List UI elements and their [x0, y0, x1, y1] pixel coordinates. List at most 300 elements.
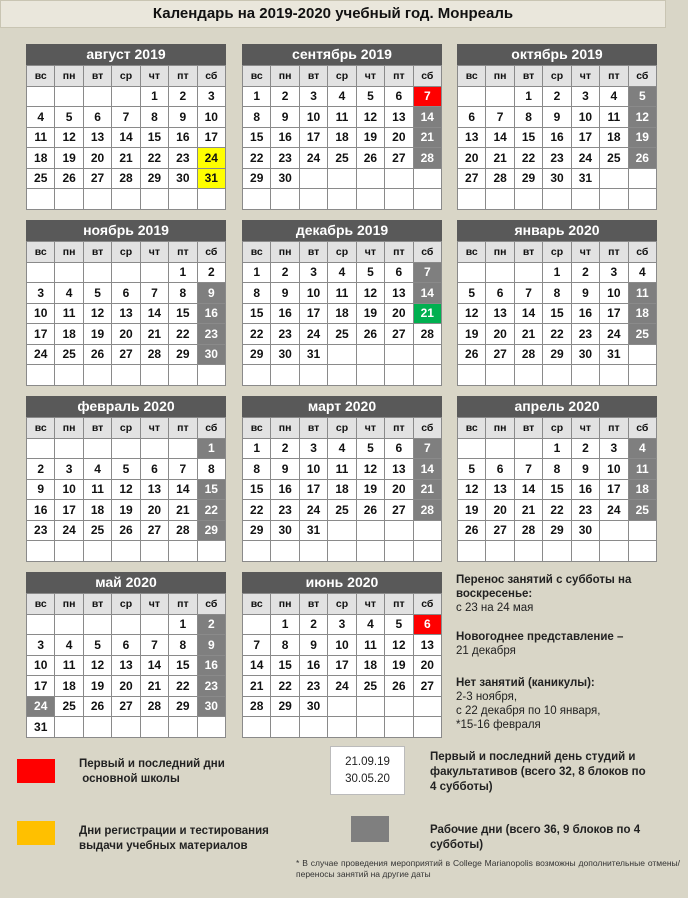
day-cell: 2 [572, 263, 600, 284]
day-cell: 24 [600, 500, 628, 521]
day-cell: 3 [27, 283, 55, 304]
day-cell: 10 [572, 107, 600, 128]
month-calendar [457, 396, 657, 562]
day-cell: 20 [84, 148, 112, 169]
empty-cell [84, 365, 112, 386]
day-cell: 31 [572, 169, 600, 190]
weekday-header: вт [515, 418, 543, 439]
day-cell: 19 [458, 324, 486, 345]
day-cell: 19 [55, 148, 83, 169]
empty-cell [515, 439, 543, 460]
weekday-header: сб [198, 418, 226, 439]
day-cell: 6 [84, 107, 112, 128]
day-cell: 19 [357, 128, 385, 149]
weekday-header: вт [515, 242, 543, 263]
day-cell: 12 [357, 107, 385, 128]
day-cell: 4 [629, 263, 657, 284]
day-cell: 28 [515, 345, 543, 366]
empty-cell [112, 541, 140, 562]
empty-cell [27, 615, 55, 636]
empty-cell [84, 189, 112, 210]
day-cell: 14 [141, 304, 169, 325]
empty-cell [271, 717, 299, 738]
day-cell: 7 [112, 107, 140, 128]
day-cell: 22 [169, 676, 197, 697]
empty-cell [543, 189, 571, 210]
day-cell: 15 [141, 128, 169, 149]
empty-cell [629, 365, 657, 386]
month-calendar [457, 220, 657, 386]
empty-cell [385, 541, 413, 562]
day-cell: 15 [243, 128, 271, 149]
empty-cell [629, 345, 657, 366]
empty-cell [515, 189, 543, 210]
day-cell: 7 [414, 263, 442, 284]
empty-cell [543, 365, 571, 386]
day-cell: 19 [84, 676, 112, 697]
newyear-note [456, 630, 681, 658]
weekday-header: сб [629, 66, 657, 87]
empty-cell [357, 189, 385, 210]
day-cell: 2 [169, 87, 197, 108]
day-cell: 26 [112, 521, 140, 542]
day-cell: 7 [169, 459, 197, 480]
weekday-header: чт [357, 418, 385, 439]
weekday-header: пн [486, 418, 514, 439]
day-cell: 30 [572, 521, 600, 542]
day-cell: 5 [84, 283, 112, 304]
day-cell: 15 [169, 656, 197, 677]
day-cell: 30 [198, 697, 226, 718]
weekday-header: чт [141, 418, 169, 439]
empty-cell [328, 697, 356, 718]
day-cell: 26 [357, 324, 385, 345]
weekday-header: пт [600, 418, 628, 439]
day-cell: 5 [458, 283, 486, 304]
day-cell: 15 [243, 480, 271, 501]
day-cell: 18 [55, 676, 83, 697]
red-legend-line-1: Первый и последний дни [79, 758, 225, 770]
day-cell: 16 [271, 480, 299, 501]
day-cell: 16 [198, 656, 226, 677]
day-cell: 7 [243, 635, 271, 656]
month-days-grid [242, 417, 442, 562]
day-cell: 31 [300, 345, 328, 366]
empty-cell [55, 717, 83, 738]
weekday-header: пт [169, 418, 197, 439]
day-cell: 25 [357, 676, 385, 697]
weekday-header: сб [198, 242, 226, 263]
weekday-header: вс [243, 242, 271, 263]
day-cell: 4 [600, 87, 628, 108]
day-cell: 24 [198, 148, 226, 169]
empty-cell [84, 615, 112, 636]
weekday-header: пн [271, 66, 299, 87]
day-cell: 4 [55, 635, 83, 656]
day-cell: 10 [27, 656, 55, 677]
empty-cell [328, 717, 356, 738]
day-cell: 23 [271, 324, 299, 345]
day-cell: 22 [198, 500, 226, 521]
day-cell: 14 [515, 480, 543, 501]
day-cell: 11 [629, 283, 657, 304]
day-cell: 16 [300, 656, 328, 677]
empty-cell [84, 541, 112, 562]
day-cell: 8 [271, 635, 299, 656]
weekday-header: пн [271, 418, 299, 439]
weekday-header: чт [357, 66, 385, 87]
empty-cell [112, 615, 140, 636]
day-cell: 7 [141, 283, 169, 304]
empty-cell [629, 189, 657, 210]
red-swatch [17, 759, 55, 783]
day-cell: 8 [198, 459, 226, 480]
weekday-header: пн [55, 418, 83, 439]
empty-cell [458, 263, 486, 284]
day-cell: 13 [112, 656, 140, 677]
day-cell: 10 [55, 480, 83, 501]
month-days-grid [457, 417, 657, 562]
day-cell: 14 [141, 656, 169, 677]
day-cell: 7 [486, 107, 514, 128]
day-cell: 17 [600, 480, 628, 501]
day-cell: 10 [27, 304, 55, 325]
weekday-header: вс [27, 66, 55, 87]
day-cell: 29 [243, 521, 271, 542]
empty-cell [458, 439, 486, 460]
weekday-header: ср [112, 594, 140, 615]
day-cell: 23 [572, 500, 600, 521]
weekday-header: ср [112, 418, 140, 439]
empty-cell [515, 263, 543, 284]
day-cell: 14 [243, 656, 271, 677]
month-title: сентябрь 2019 [242, 44, 442, 65]
day-cell: 26 [357, 148, 385, 169]
studio-date-end: 30.05.20 [345, 772, 390, 785]
weekday-header: ср [543, 242, 571, 263]
day-cell: 22 [141, 148, 169, 169]
studio-dates-box [330, 746, 405, 795]
day-cell: 13 [486, 480, 514, 501]
day-cell: 30 [271, 169, 299, 190]
day-cell: 8 [141, 107, 169, 128]
day-cell: 12 [458, 480, 486, 501]
day-cell: 19 [84, 324, 112, 345]
empty-cell [300, 717, 328, 738]
weekday-header: вт [515, 66, 543, 87]
month-days-grid [26, 593, 226, 738]
day-cell: 10 [600, 459, 628, 480]
day-cell: 30 [271, 345, 299, 366]
day-cell: 25 [629, 500, 657, 521]
day-cell: 23 [300, 676, 328, 697]
empty-cell [600, 521, 628, 542]
weekday-header: пт [385, 242, 413, 263]
weekday-header: чт [572, 66, 600, 87]
orange-legend-line-1: Дни регистрации и тестирования [79, 825, 269, 837]
month-title: март 2020 [242, 396, 442, 417]
page-title: Календарь на 2019-2020 учебный год. Монреаль [0, 0, 666, 28]
day-cell: 9 [27, 480, 55, 501]
weekday-header: пн [55, 66, 83, 87]
empty-cell [357, 365, 385, 386]
day-cell: 3 [300, 263, 328, 284]
day-cell: 11 [629, 459, 657, 480]
day-cell: 3 [198, 87, 226, 108]
weekday-header: пт [169, 594, 197, 615]
day-cell: 29 [141, 169, 169, 190]
day-cell: 20 [385, 480, 413, 501]
day-cell: 27 [141, 521, 169, 542]
day-cell: 7 [515, 283, 543, 304]
empty-cell [414, 717, 442, 738]
transfer-title: Перенос занятий с субботы на воскресенье: [456, 574, 632, 600]
month-days-grid [457, 65, 657, 210]
day-cell: 13 [385, 107, 413, 128]
day-cell: 20 [414, 656, 442, 677]
day-cell: 19 [385, 656, 413, 677]
empty-cell [300, 189, 328, 210]
empty-cell [629, 541, 657, 562]
empty-cell [55, 439, 83, 460]
day-cell: 27 [486, 345, 514, 366]
day-cell: 11 [357, 635, 385, 656]
empty-cell [486, 263, 514, 284]
weekday-header: вт [84, 242, 112, 263]
day-cell: 28 [414, 500, 442, 521]
day-cell: 22 [169, 324, 197, 345]
day-cell: 11 [84, 480, 112, 501]
day-cell: 26 [357, 500, 385, 521]
weekday-header: пн [271, 242, 299, 263]
day-cell: 16 [271, 304, 299, 325]
day-cell: 19 [357, 304, 385, 325]
weekday-header: вт [84, 594, 112, 615]
day-cell: 4 [84, 459, 112, 480]
day-cell: 24 [27, 697, 55, 718]
month-days-grid [242, 241, 442, 386]
day-cell: 8 [543, 283, 571, 304]
day-cell: 22 [543, 500, 571, 521]
newyear-text: 21 декабря [456, 645, 516, 657]
day-cell: 9 [300, 635, 328, 656]
month-calendar [457, 44, 657, 210]
empty-cell [486, 365, 514, 386]
day-cell: 15 [169, 304, 197, 325]
day-cell: 1 [543, 263, 571, 284]
weekday-header: ср [543, 418, 571, 439]
empty-cell [169, 189, 197, 210]
day-cell: 14 [486, 128, 514, 149]
empty-cell [300, 169, 328, 190]
empty-cell [55, 365, 83, 386]
day-cell: 2 [198, 263, 226, 284]
empty-cell [141, 263, 169, 284]
day-cell: 26 [385, 676, 413, 697]
day-cell: 29 [198, 521, 226, 542]
day-cell: 24 [300, 148, 328, 169]
day-cell: 5 [357, 263, 385, 284]
day-cell: 18 [629, 480, 657, 501]
day-cell: 11 [328, 107, 356, 128]
day-cell: 28 [515, 521, 543, 542]
day-cell: 8 [243, 107, 271, 128]
day-cell: 20 [486, 324, 514, 345]
day-cell: 6 [385, 263, 413, 284]
day-cell: 15 [543, 304, 571, 325]
weekday-header: сб [414, 594, 442, 615]
day-cell: 11 [328, 283, 356, 304]
day-cell: 6 [385, 439, 413, 460]
day-cell: 30 [198, 345, 226, 366]
day-cell: 5 [357, 87, 385, 108]
weekday-header: пт [600, 242, 628, 263]
weekday-header: сб [414, 418, 442, 439]
day-cell: 27 [385, 148, 413, 169]
empty-cell [84, 263, 112, 284]
day-cell: 27 [385, 500, 413, 521]
day-cell: 18 [357, 656, 385, 677]
empty-cell [486, 87, 514, 108]
day-cell: 12 [55, 128, 83, 149]
day-cell: 22 [543, 324, 571, 345]
day-cell: 14 [414, 107, 442, 128]
weekday-header: пт [385, 594, 413, 615]
day-cell: 30 [572, 345, 600, 366]
day-cell: 30 [271, 521, 299, 542]
day-cell: 10 [600, 283, 628, 304]
day-cell: 13 [112, 304, 140, 325]
day-cell: 16 [572, 304, 600, 325]
empty-cell [198, 717, 226, 738]
weekday-header: ср [328, 594, 356, 615]
day-cell: 2 [27, 459, 55, 480]
empty-cell [572, 189, 600, 210]
day-cell: 23 [271, 500, 299, 521]
day-cell: 9 [198, 283, 226, 304]
day-cell: 1 [169, 263, 197, 284]
day-cell: 2 [198, 615, 226, 636]
month-calendar [26, 220, 226, 386]
month-title: январь 2020 [457, 220, 657, 241]
empty-cell [271, 541, 299, 562]
empty-cell [84, 87, 112, 108]
day-cell: 1 [198, 439, 226, 460]
empty-cell [385, 717, 413, 738]
day-cell: 2 [271, 87, 299, 108]
day-cell: 17 [55, 500, 83, 521]
day-cell: 29 [543, 521, 571, 542]
day-cell: 17 [328, 656, 356, 677]
empty-cell [169, 439, 197, 460]
day-cell: 22 [271, 676, 299, 697]
day-cell: 6 [414, 615, 442, 636]
weekday-header: чт [357, 594, 385, 615]
day-cell: 1 [515, 87, 543, 108]
day-cell: 9 [543, 107, 571, 128]
empty-cell [27, 365, 55, 386]
day-cell: 15 [198, 480, 226, 501]
weekday-header: пт [169, 66, 197, 87]
empty-cell [271, 189, 299, 210]
day-cell: 9 [271, 459, 299, 480]
day-cell: 11 [55, 656, 83, 677]
day-cell: 5 [458, 459, 486, 480]
day-cell: 5 [84, 635, 112, 656]
empty-cell [55, 263, 83, 284]
empty-cell [600, 169, 628, 190]
day-cell: 15 [271, 656, 299, 677]
empty-cell [458, 365, 486, 386]
empty-cell [328, 541, 356, 562]
empty-cell [600, 541, 628, 562]
studio-legend-label: Первый и последний день студий и факультативов (всего 32, 8 блоков по 4 субботы) [430, 751, 646, 793]
day-cell: 14 [112, 128, 140, 149]
day-cell: 23 [271, 148, 299, 169]
weekday-header: ср [328, 242, 356, 263]
day-cell: 31 [27, 717, 55, 738]
day-cell: 2 [543, 87, 571, 108]
empty-cell [27, 87, 55, 108]
month-days-grid [26, 65, 226, 210]
empty-cell [84, 439, 112, 460]
day-cell: 1 [243, 439, 271, 460]
empty-cell [414, 521, 442, 542]
empty-cell [243, 541, 271, 562]
day-cell: 19 [629, 128, 657, 149]
weekday-header: вт [84, 418, 112, 439]
day-cell: 28 [141, 345, 169, 366]
day-cell: 12 [357, 283, 385, 304]
red-legend-label [79, 757, 299, 787]
month-calendar [26, 44, 226, 210]
month-title: июнь 2020 [242, 572, 442, 593]
weekday-header: чт [357, 242, 385, 263]
empty-cell [141, 717, 169, 738]
day-cell: 17 [27, 676, 55, 697]
day-cell: 5 [357, 439, 385, 460]
day-cell: 16 [198, 304, 226, 325]
weekday-header: чт [141, 66, 169, 87]
day-cell: 12 [84, 656, 112, 677]
day-cell: 13 [141, 480, 169, 501]
month-days-grid [26, 241, 226, 386]
empty-cell [243, 615, 271, 636]
holidays-line-3: *15-16 февраля [456, 719, 541, 731]
weekday-header: сб [414, 66, 442, 87]
day-cell: 25 [600, 148, 628, 169]
month-title: май 2020 [26, 572, 226, 593]
day-cell: 31 [600, 345, 628, 366]
day-cell: 2 [271, 439, 299, 460]
month-days-grid [242, 65, 442, 210]
empty-cell [385, 521, 413, 542]
day-cell: 23 [572, 324, 600, 345]
day-cell: 26 [84, 697, 112, 718]
day-cell: 27 [84, 169, 112, 190]
empty-cell [27, 439, 55, 460]
day-cell: 3 [27, 635, 55, 656]
day-cell: 3 [300, 439, 328, 460]
day-cell: 21 [414, 128, 442, 149]
day-cell: 22 [243, 324, 271, 345]
day-cell: 9 [572, 283, 600, 304]
day-cell: 16 [543, 128, 571, 149]
day-cell: 12 [385, 635, 413, 656]
holidays-line-1: 2-3 ноября, [456, 691, 518, 703]
weekday-header: вс [243, 418, 271, 439]
day-cell: 24 [300, 324, 328, 345]
